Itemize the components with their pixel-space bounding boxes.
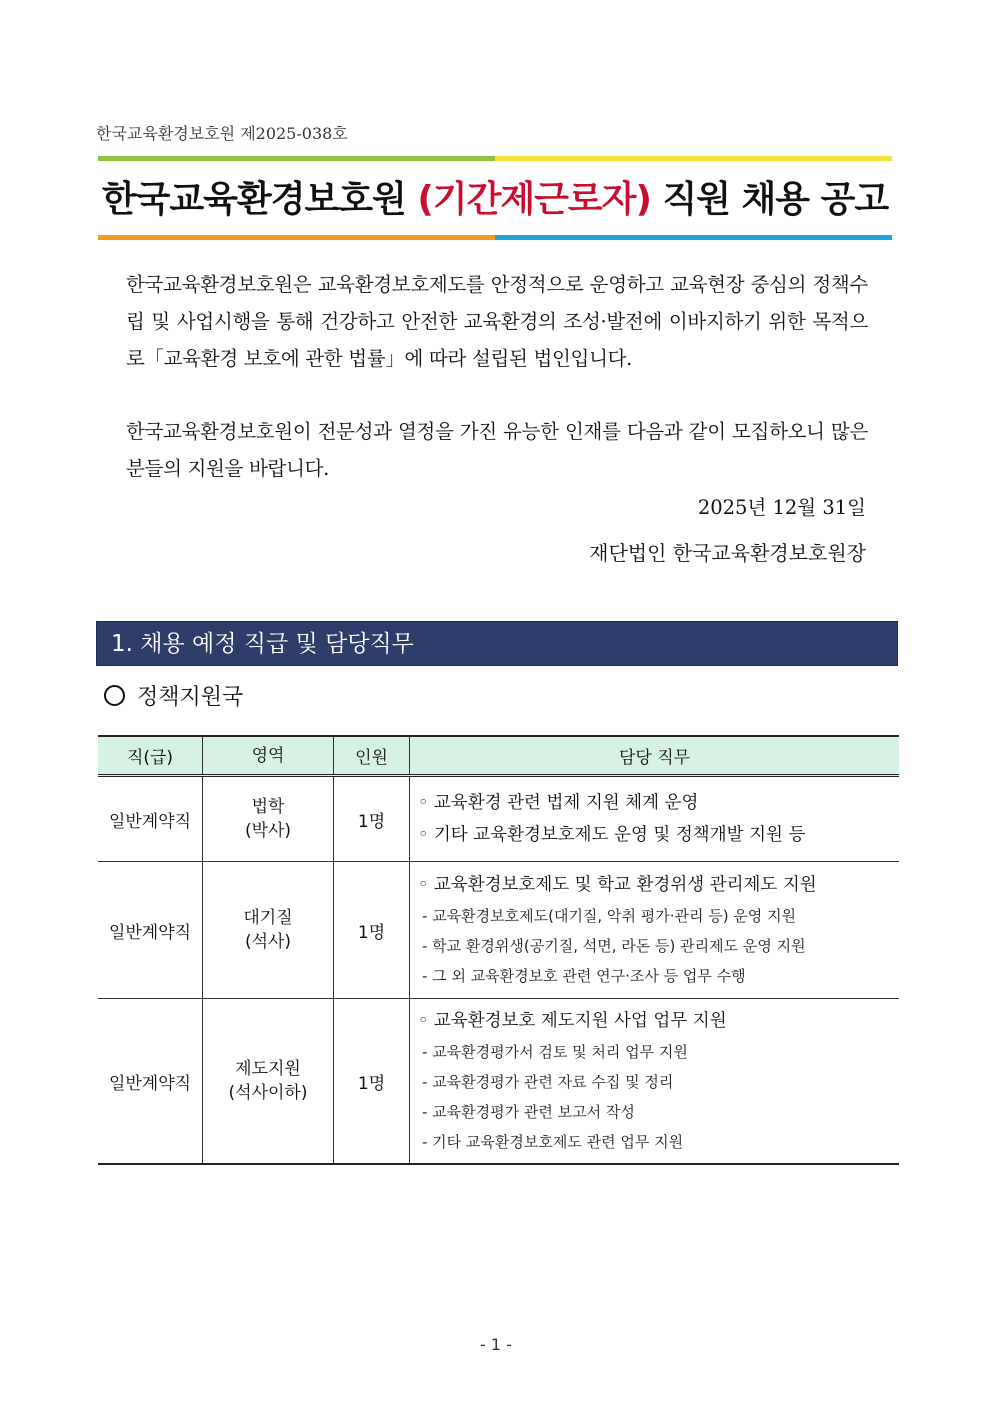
header-count: 인원 [334, 736, 410, 776]
table-row [98, 862, 899, 999]
bottom-rule-orange [98, 235, 495, 240]
sub-duty: - 교육환경보호제도(대기질, 악취 평가·관리 등) 운영 지원 [422, 907, 797, 925]
title-part-1: 한국교육환경보호원 [101, 179, 418, 220]
department-heading [104, 682, 243, 714]
main-duty: ◦ 교육환경 관련 법제 지원 체계 운영 [418, 793, 699, 813]
sub-duty: - 교육환경평가 관련 자료 수집 및 정리 [422, 1073, 674, 1091]
intro-paragraph-2: 한국교육환경보호원이 전문성과 열정을 가진 유능한 인재를 다음과 같이 모집하오니 많은 분들의 지원을 바랍니다. [126, 420, 868, 480]
area-name: 제도지원 [235, 1059, 301, 1079]
header-duties: 담당 직무 [410, 736, 900, 776]
main-duty: ◦ 기타 교육환경보호제도 운영 및 정책개발 지원 등 [418, 825, 806, 845]
duties-cell [410, 776, 900, 862]
page-number: - 1 - [480, 1335, 512, 1354]
count-cell: 1명 [334, 776, 410, 862]
bottom-rule-blue [495, 235, 892, 240]
area-degree: (석사이하) [228, 1083, 308, 1103]
grade-cell: 일반계약직 [98, 862, 203, 999]
table-header-row [98, 736, 899, 776]
area-name: 대기질 [243, 908, 293, 928]
area-degree: (박사) [244, 821, 292, 841]
table-row [98, 776, 899, 862]
document-number: 한국교육환경보호원 제2025-038호 [96, 124, 348, 143]
area-cell [203, 862, 334, 999]
sub-duty: - 교육환경평가서 검토 및 처리 업무 지원 [422, 1043, 688, 1061]
department-name: 정책지원국 [137, 685, 244, 710]
main-duty: ◦ 교육환경보호 제도지원 사업 업무 지원 [418, 1011, 727, 1031]
positions-table [98, 735, 899, 1165]
area-name: 법학 [251, 797, 285, 817]
header-area: 영역 [203, 736, 334, 776]
area-cell [203, 999, 334, 1165]
top-rule-green [98, 156, 495, 161]
grade-cell: 일반계약직 [98, 776, 203, 862]
sub-duty: - 학교 환경위생(공기질, 석면, 라돈 등) 관리제도 운영 지원 [422, 937, 806, 955]
sub-duty: - 그 외 교육환경보호 관련 연구·조사 등 업무 수행 [422, 967, 746, 985]
section-heading: 1. 채용 예정 직급 및 담당직무 [96, 621, 898, 666]
grade-cell: 일반계약직 [98, 999, 203, 1165]
area-cell [203, 776, 334, 862]
announcement-date: 2025년 12월 31일 [697, 496, 866, 519]
intro-paragraph-1: 한국교육환경보호원은 교육환경보호제도를 안정적으로 운영하고 교육현장 중심의 정책수립 및 사업시행을 통해 건강하고 안전한 교육환경의 조성·발전에 이바지하기 위한 목적으로「교육환경 보호에 관한 법률」에 따라 설립된 법인입니다. [126, 273, 868, 370]
top-rule-yellow [495, 156, 892, 161]
header-grade: 직(급) [98, 736, 203, 776]
title-part-2: 직원 채용 공고 [650, 179, 889, 220]
count-cell: 1명 [334, 862, 410, 999]
sub-duty: - 교육환경평가 관련 보고서 작성 [422, 1103, 635, 1121]
issuing-organization: 재단법인 한국교육환경보호원장 [589, 541, 866, 565]
duties-cell [410, 862, 900, 999]
title-highlight: (기간제근로자) [417, 179, 651, 220]
sub-duty: - 기타 교육환경보호제도 관련 업무 지원 [422, 1133, 684, 1151]
table-row [98, 999, 899, 1165]
page-title [98, 170, 892, 230]
duties-cell [410, 999, 900, 1165]
count-cell: 1명 [334, 999, 410, 1165]
circle-bullet-icon [104, 685, 125, 706]
area-degree: (석사) [244, 932, 292, 952]
main-duty: ◦ 교육환경보호제도 및 학교 환경위생 관리제도 지원 [418, 875, 817, 895]
